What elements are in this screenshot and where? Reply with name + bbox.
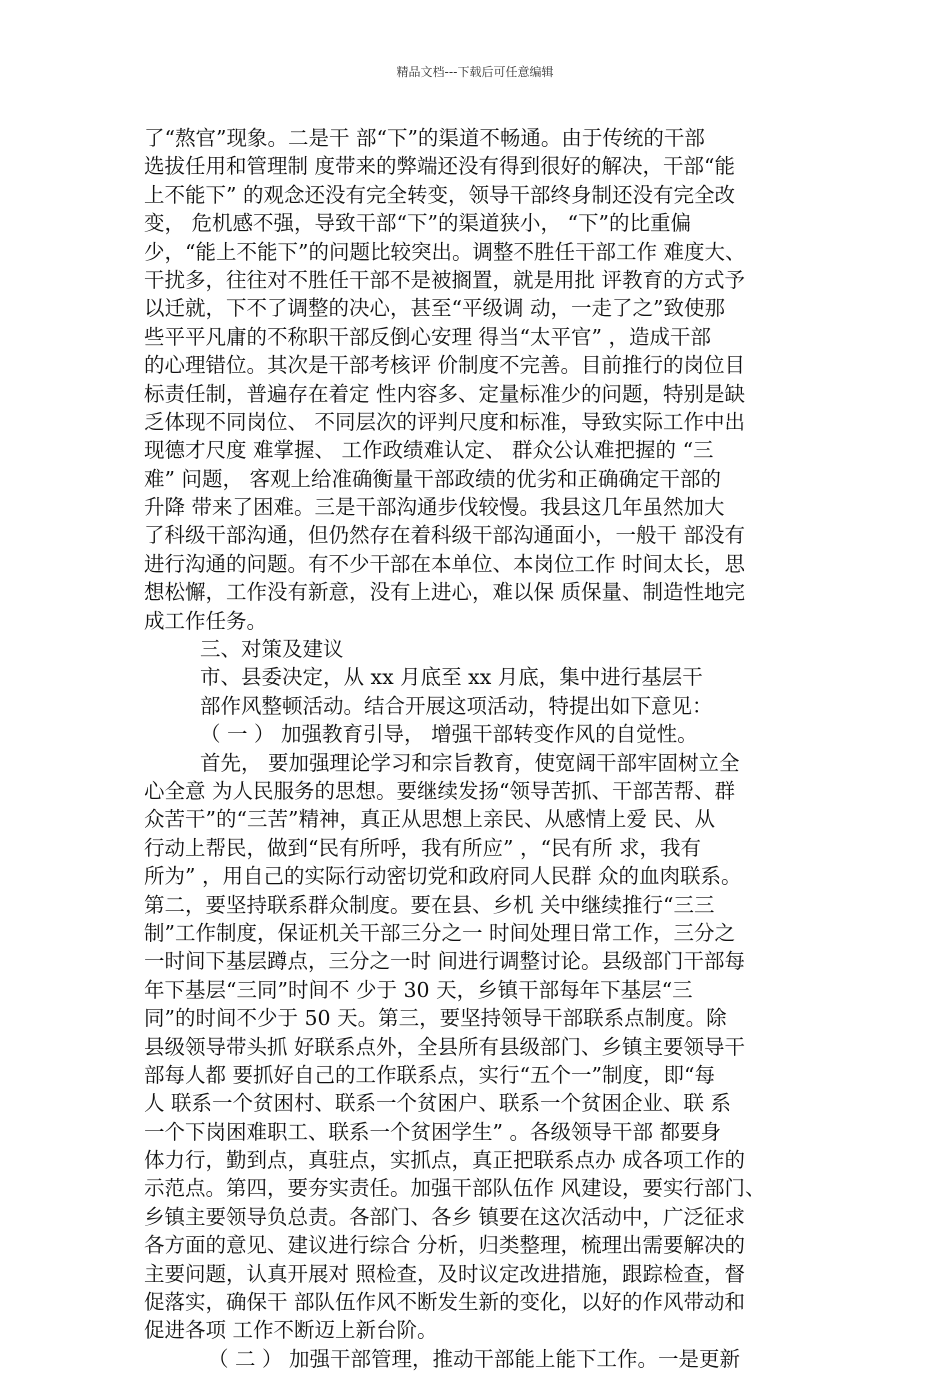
text-line: 变， 危机感不强，导致干部“下”的渠道狭小， “下”的比重偏	[144, 211, 691, 236]
text-line: 制”工作制度，保证机关干部三分之一 时间处理日常工作，三分之	[144, 920, 735, 945]
text-line: 上不能下” 的观念还没有完全转变，领导干部终身制还没有完全改	[144, 182, 735, 207]
text-line: 干扰多，往往对不胜任干部不是被搁置，就是用批 评教育的方式予	[144, 267, 746, 292]
text-line: 主要问题，认真开展对 照检查，及时议定改进措施，跟踪检查，督	[144, 1261, 746, 1286]
text-line: 同”的时间不少于 50 天。第三，要坚持领导干部联系点制度。除	[144, 1006, 727, 1031]
text-line: 心全意 为人民服务的思想。要继续发扬“领导苦抓、干部苦帮、群	[144, 778, 735, 803]
text-line: 促进各项 工作不断迈上新台阶。	[144, 1318, 438, 1343]
text-line: 难” 问题， 客观上给准确衡量干部政绩的优劣和正确确定干部的	[144, 466, 722, 491]
text-line: 升降 带来了困难。三是干部沟通步伐较慢。我县这几年虽然加大	[144, 495, 725, 520]
text-line: （ 二 ） 加强干部管理，推动干部能上能下工作。一是更新	[208, 1346, 741, 1371]
text-line: 市、县委决定，从 xx 月底至 xx 月底，集中进行基层干	[200, 665, 703, 690]
text-line: 年下基层“三同”时间不 少于 30 天，乡镇干部每年下基层“三	[144, 977, 693, 1002]
text-line: 些平平凡庸的不称职干部反倒心安理 得当“太平官” ，造成干部	[144, 324, 711, 349]
text-line: 标责任制，普遍存在着定 性内容多、定量标准少的问题，特别是缺	[144, 381, 746, 406]
text-line: 成工作任务。	[144, 608, 267, 633]
text-line: 部作风整顿活动。结合开展这项活动，特提出如下意见：	[200, 693, 713, 718]
text-line: 促落实，确保干 部队伍作风不断发生新的变化，以好的作风带动和	[144, 1290, 746, 1315]
text-line: 体力行，勤到点，真驻点，实抓点，真正把联系点办 成各项工作的	[144, 1148, 746, 1173]
text-line: 了科级干部沟通，但仍然存在着科级干部沟通面小，一般干 部没有	[144, 523, 746, 548]
text-line: 乏体现不同岗位、 不同层次的评判尺度和标准，导致实际工作中出	[144, 409, 746, 434]
text-line: 行动上帮民，做到“民有所呼，我有所应” ，“民有所 求，我有	[144, 835, 701, 860]
text-line: 示范点。第四，要夯实责任。加强干部队伍作 风建设，要实行部门、	[144, 1176, 766, 1201]
text-line: 的心理错位。其次是干部考核评 价制度不完善。目前推行的岗位目	[144, 353, 746, 378]
text-line: （ 一 ） 加强教育引导， 增强干部转变作风的自觉性。	[200, 722, 698, 747]
text-line: 三、对策及建议	[200, 637, 344, 662]
text-line: 了“熬官”现象。二是干 部“下”的渠道不畅通。由于传统的干部	[144, 126, 705, 150]
text-line: 众苦干”的“三苦”精神，真正从思想上亲民、从感情上爱 民、从	[144, 807, 715, 832]
document-body	[144, 124, 824, 1373]
text-line: 一时间下基层蹲点，三分之一时 间进行调整讨论。县级部门干部每	[144, 949, 746, 974]
text-line: 人 联系一个贫困村、联系一个贫困户、联系一个贫困企业、联 系	[144, 1091, 732, 1116]
text-line: 想松懈，工作没有新意，没有上进心，难以保 质保量、制造性地完	[144, 580, 746, 605]
text-line: 首先， 要加强理论学习和宗旨教育，使宽阔干部牢固树立全	[200, 750, 740, 775]
text-line: 少，“能上不能下”的问题比较突出。调整不胜任干部工作 难度大、	[144, 239, 746, 264]
text-line: 选拔任用和管理制 度带来的弊端还没有得到很好的解决，干部“能	[144, 154, 735, 179]
text-line: 进行沟通的问题。有不少干部在本单位、本岗位工作 时间太长，思	[144, 551, 746, 576]
text-line: 各方面的意见、建议进行综合 分析，归类整理，梳理出需要解决的	[144, 1233, 746, 1258]
text-line: 乡镇主要领导负总责。各部门、各乡 镇要在这次活动中，广泛征求	[144, 1204, 746, 1229]
text-line: 现德才尺度 难掌握、 工作政绩难认定、 群众公认难把握的 “三	[144, 438, 714, 463]
text-line: 县级领导带头抓 好联系点外，全县所有县级部门、乡镇主要领导干	[144, 1034, 746, 1059]
text-line: 一个下岗困难职工、联系一个贫困学生” 。各级领导干部 都要身	[144, 1119, 722, 1144]
page-header: 精品文档---下载后可任意编辑	[396, 65, 554, 79]
text-line: 第二，要坚持联系群众制度。要在县、乡机 关中继续推行“三三	[144, 892, 715, 917]
text-line: 以迁就，下不了调整的决心，甚至“平级调 动，一走了之”致使那	[144, 296, 725, 321]
text-line: 部每人都 要抓好自己的工作联系点，实行“五个一”制度，即“每	[144, 1062, 715, 1087]
text-line: 所为” ，用自己的实际行动密切党和政府同人民群 众的血肉联系。	[144, 864, 742, 889]
